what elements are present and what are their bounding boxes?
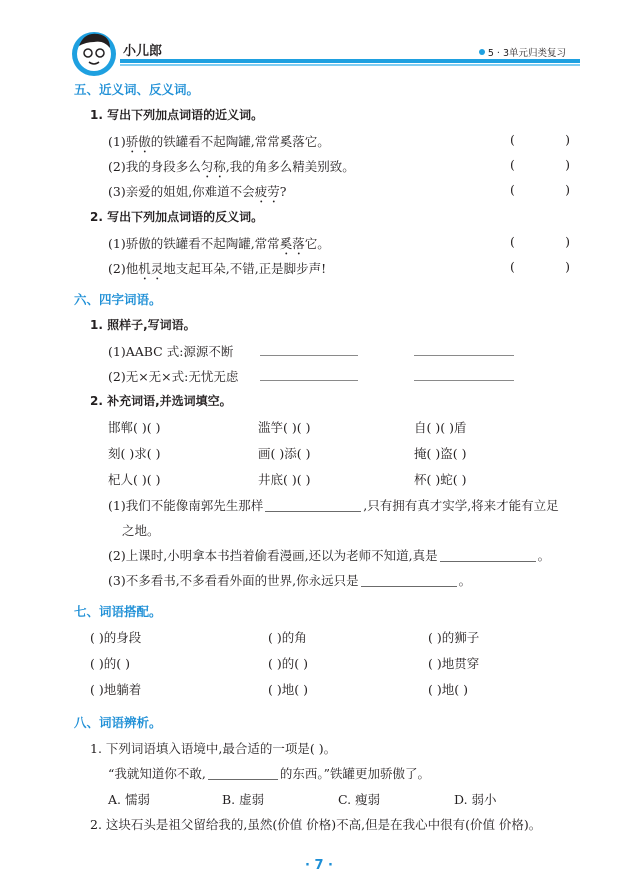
header-rule xyxy=(120,59,580,63)
answer-line[interactable] xyxy=(414,355,514,356)
idiom-cell[interactable]: 刻( )求( ) xyxy=(108,446,161,461)
collocation-cell[interactable]: ( )的( ) xyxy=(268,656,308,671)
answer-line[interactable] xyxy=(260,380,358,381)
collocation-cell[interactable]: ( )的狮子 xyxy=(428,630,480,645)
unit-label: 5 · 3单元归类复习 xyxy=(479,45,566,59)
fill-blank[interactable] xyxy=(440,550,536,562)
fill-blank[interactable] xyxy=(361,575,457,587)
idiom-cell[interactable]: 自( )( )盾 xyxy=(414,420,467,435)
section-5-title: 五、近义词、反义词。 xyxy=(74,82,200,97)
option-d[interactable]: D. 弱小 xyxy=(454,792,497,807)
s6-fill-1-cont: 之地。 xyxy=(122,523,160,538)
collocation-cell[interactable]: ( )地( ) xyxy=(268,682,308,697)
collocation-cell[interactable]: ( )的角 xyxy=(268,630,307,645)
s6-question-2: 2. 补充词语,并选词填空。 xyxy=(90,394,232,408)
brand-name: 小儿郎 xyxy=(123,44,163,59)
idiom-cell[interactable]: 掩( )盗( ) xyxy=(414,446,467,461)
answer-paren[interactable]: ( ) xyxy=(510,234,570,249)
collocation-cell[interactable]: ( )地贯穿 xyxy=(428,656,480,671)
s6-q1-item-2: (2)无×无×式:无忧无虑 xyxy=(108,369,239,384)
bullet-icon xyxy=(479,49,485,55)
idiom-cell[interactable]: 杯( )蛇( ) xyxy=(414,472,467,487)
idiom-cell[interactable]: 邯郸( )( ) xyxy=(108,420,161,435)
header-rule-light xyxy=(120,64,580,66)
option-b[interactable]: B. 虚弱 xyxy=(222,792,265,807)
section-7-title: 七、词语搭配。 xyxy=(74,604,162,619)
collocation-cell[interactable]: ( )地( ) xyxy=(428,682,468,697)
collocation-cell[interactable]: ( )的( ) xyxy=(90,656,130,671)
s5-question-1: 1. 写出下列加点词语的近义词。 xyxy=(90,108,264,122)
idiom-cell[interactable]: 画( )添( ) xyxy=(258,446,311,461)
s6-q1-item-1: (1)AABC 式:源源不断 xyxy=(108,344,234,359)
s8-question-1: 1. 下列词语填入语境中,最合适的一项是( )。 xyxy=(90,741,337,756)
fill-blank[interactable] xyxy=(265,500,361,512)
mascot-logo xyxy=(70,28,118,78)
fill-blank[interactable] xyxy=(208,768,278,780)
answer-paren[interactable]: ( ) xyxy=(510,259,570,274)
answer-paren[interactable]: ( ) xyxy=(510,157,570,172)
s5-q1-item-3: (3)亲爱的姐姐,你难道不会疲劳? xyxy=(108,184,287,199)
section-6-title: 六、四字词语。 xyxy=(74,292,162,307)
s5-q1-item-2: (2)我的身段多么匀称,我的角多么精美别致。 xyxy=(108,159,355,174)
option-c[interactable]: C. 瘦弱 xyxy=(338,792,381,807)
idiom-cell[interactable]: 井底( )( ) xyxy=(258,472,311,487)
s5-question-2: 2. 写出下列加点词语的反义词。 xyxy=(90,210,264,224)
section-8-title: 八、词语辨析。 xyxy=(74,715,162,730)
page-number: · 7 · xyxy=(305,858,333,873)
s8-question-2: 2. 这块石头是祖父留给我的,虽然(价值 价格)不高,但是在我心中很有(价值 价格)。 xyxy=(90,817,542,832)
answer-paren[interactable]: ( ) xyxy=(510,182,570,197)
s8-quote: “我就知道你不敢, 的东西。”铁罐更加骄傲了。 xyxy=(108,766,431,781)
idiom-cell[interactable]: 滥竽( )( ) xyxy=(258,420,311,435)
s6-fill-3: (3)不多看书,不多看看外面的世界,你永远只是 。 xyxy=(108,573,472,588)
collocation-cell[interactable]: ( )的身段 xyxy=(90,630,142,645)
answer-line[interactable] xyxy=(260,355,358,356)
s5-q1-item-1: (1)骄傲的铁罐看不起陶罐,常常奚落它。 xyxy=(108,134,330,149)
s6-question-1: 1. 照样子,写词语。 xyxy=(90,318,196,332)
idiom-cell[interactable]: 杞人( )( ) xyxy=(108,472,161,487)
answer-paren[interactable]: ( ) xyxy=(510,132,570,147)
s5-q2-item-1: (1)骄傲的铁罐看不起陶罐,常常奚落它。 xyxy=(108,236,330,251)
option-a[interactable]: A. 懦弱 xyxy=(108,792,150,807)
collocation-cell[interactable]: ( )地躺着 xyxy=(90,682,142,697)
s6-fill-1: (1)我们不能像南郭先生那样 ,只有拥有真才实学,将来才能有立足 xyxy=(108,498,559,513)
s6-fill-2: (2)上课时,小明拿本书挡着偷看漫画,还以为老师不知道,真是 。 xyxy=(108,548,551,563)
answer-line[interactable] xyxy=(414,380,514,381)
s5-q2-item-2: (2)他机灵地支起耳朵,不错,正是脚步声! xyxy=(108,261,327,276)
